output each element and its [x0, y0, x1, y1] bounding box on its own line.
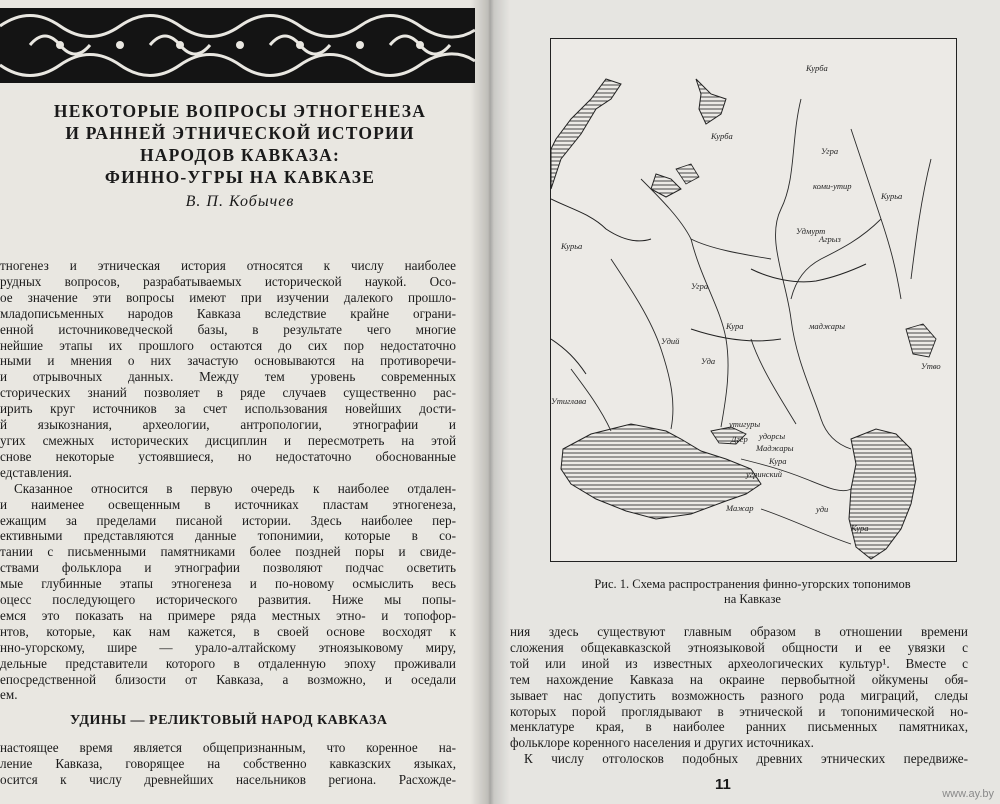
map-label: Кура [726, 321, 744, 331]
text-line: которых порой проглядывают в этнической и топонимической но- [510, 703, 968, 719]
right-page [490, 0, 1000, 804]
text-line: емся это показать на примере ряда местных этно- и топофор- [0, 607, 456, 623]
text-line: тем нахождение Кавказа на окраине первобытной ойкумены обя- [510, 671, 968, 687]
text-line: рудных вопросов, разрабатываемых исторической наукой. Осо- [0, 273, 456, 289]
text-line: сторических знаний позволяет в ряде случаев существенно рас- [0, 385, 456, 401]
text-line: ем. [0, 687, 18, 703]
text-line: нтов, которые, как нам кажется, в своей основе восходят к [0, 623, 456, 639]
text-line: ежащим за пределами писаной истории. Здесь наиболее пер- [0, 512, 456, 528]
map-label: Курба [806, 63, 828, 73]
map-label: Утиглава [551, 396, 587, 406]
figure-caption [550, 577, 955, 607]
section-body-text [0, 740, 456, 788]
map-drawing [551, 39, 956, 561]
map-label: утигуры [729, 419, 761, 429]
article-title [40, 100, 440, 188]
caspian-sea [849, 429, 916, 559]
text-line: оцесс последующего исторического развития. Ниже мы попы- [0, 592, 456, 608]
text-line: нейшие этапы их прошлого остаются до сих пор недостаточно [0, 337, 456, 353]
text-line: и отрывочных данных. Между тем уровень современных [0, 369, 456, 385]
map-label: Курба [711, 131, 733, 141]
map-label: коми-утир [813, 181, 852, 191]
map-label: Угра [691, 281, 709, 291]
title-line-3: НАРОДОВ КАВКАЗА: [139, 145, 341, 165]
text-line: фольклоре коренного населения и других источниках. [510, 735, 814, 751]
text-line: и наименее освещенным в источниках пластам этногенеза, [0, 496, 456, 512]
right-body-text [510, 624, 968, 767]
title-line-4: ФИННО-УГРЫ НА КАВКАЗЕ [104, 167, 376, 187]
map-label: угринский [746, 469, 783, 479]
text-line: ективными представляются данные топонимии, которые в со- [0, 528, 456, 544]
text-line: дельные представители которого в отдаленную эпоху проживали [0, 655, 456, 671]
baltic-sea [551, 79, 621, 189]
map-label: маджары [809, 321, 846, 331]
map-label: Агрыз [819, 234, 841, 244]
title-line-1: НЕКОТОРЫЕ ВОПРОСЫ ЭТНОГЕНЕЗА [53, 101, 427, 121]
section-heading: УДИНЫ — РЕЛИКТОВЫЙ НАРОД КАВКАЗА [70, 713, 388, 728]
text-line: тании с письменными памятниками более поздней поры и свиде- [0, 544, 456, 560]
text-line: снове некоторые устоявшиеся, но недостаточно обоснованные [0, 448, 456, 464]
text-line: мые глубинные этапы этногенеза и по-новому осмыслить весь [0, 576, 456, 592]
map-label: Мажар [726, 503, 754, 513]
text-line: ирить круг источников за счет использования новейших дости- [0, 401, 456, 417]
text-line: менклатуре края, в наиболее ранних письменных памятниках, [510, 719, 968, 735]
ornamental-header-band [0, 8, 475, 83]
text-line: епосредственной близости от Кавказа, а возможно, и оседали [0, 671, 456, 687]
map-label: Удмурт [796, 226, 826, 236]
map-label: уди [816, 504, 829, 514]
map-label: Кура [769, 456, 787, 466]
text-line: ния здесь существуют главным образом в отношении времени [510, 624, 968, 639]
article-author: В. П. Кобычев [185, 193, 295, 210]
lake [676, 164, 699, 184]
map-label: Угра [821, 146, 839, 156]
map-label: Маджары [756, 443, 794, 453]
caption-line-2: на Кавказе [724, 592, 781, 606]
left-body-text [0, 258, 456, 703]
map-label: Курьа [561, 241, 583, 251]
text-line: ствами фольклора и этнографии позволяют подчас осветить [0, 560, 456, 576]
text-line: настоящее время является общепризнанным, что коренное на- [0, 740, 456, 755]
text-line: сложения общекавказской этноязыковой общности и ее увязки с [510, 639, 968, 655]
map-label: удорсы [759, 431, 786, 441]
text-line: ое значение эти вопросы имеют при изучении далекого прошло- [0, 289, 456, 305]
watermark: www.ay.by [942, 788, 994, 800]
text-line: К числу отголосков подобных древних этнических передвиже- [524, 751, 968, 767]
text-line: младописьменных народов Кавказа вследствие крайне ограни- [0, 305, 456, 321]
white-sea [696, 79, 726, 124]
map-label: Дгер [731, 434, 748, 444]
text-line: Сказанное относится в первую очередь к наиболее отдален- [14, 480, 456, 496]
left-page [0, 0, 490, 804]
map-label: Уда [701, 356, 716, 366]
text-line: ление Кавказа, говорящее на собственно кавказских языках, [0, 755, 456, 771]
aral-sea [906, 324, 936, 357]
map-label: Утво [921, 361, 941, 371]
text-line: зывает нас допустить возможность разного рода миграций, следы [510, 687, 968, 703]
text-line: угих смежных исторических дисциплин и пересмотреть на этой [0, 432, 456, 448]
text-line: едставления. [0, 464, 72, 480]
toponym-map-figure [550, 38, 957, 562]
text-line: й языкознания, археологии, антропологии, этнографии и [0, 417, 456, 433]
text-line: нно-угорскому, шире — урало-алтайскому этноязыковому миру, [0, 639, 456, 655]
map-label: Удий [661, 336, 680, 346]
caption-line-1: Рис. 1. Схема распространения финно-угорских топонимов [594, 577, 911, 591]
text-line: той или иной из известных археологических культур¹. Вместе с [510, 655, 968, 671]
text-line: ными и мнения о них зачастую основываются на противоречи- [0, 353, 456, 369]
text-line: тногенез и этническая история относятся к числу наиболее [0, 258, 456, 273]
page-number: 11 [715, 776, 731, 793]
map-label: Курa [851, 523, 869, 533]
title-line-2: И РАННЕЙ ЭТНИЧЕСКОЙ ИСТОРИИ [65, 123, 415, 143]
map-label: Курьа [881, 191, 903, 201]
text-line: енной источниковедческой базы, в результате чего многие [0, 321, 456, 337]
text-line: осится к числу древнейших насельников региона. Расхожде- [0, 771, 456, 787]
